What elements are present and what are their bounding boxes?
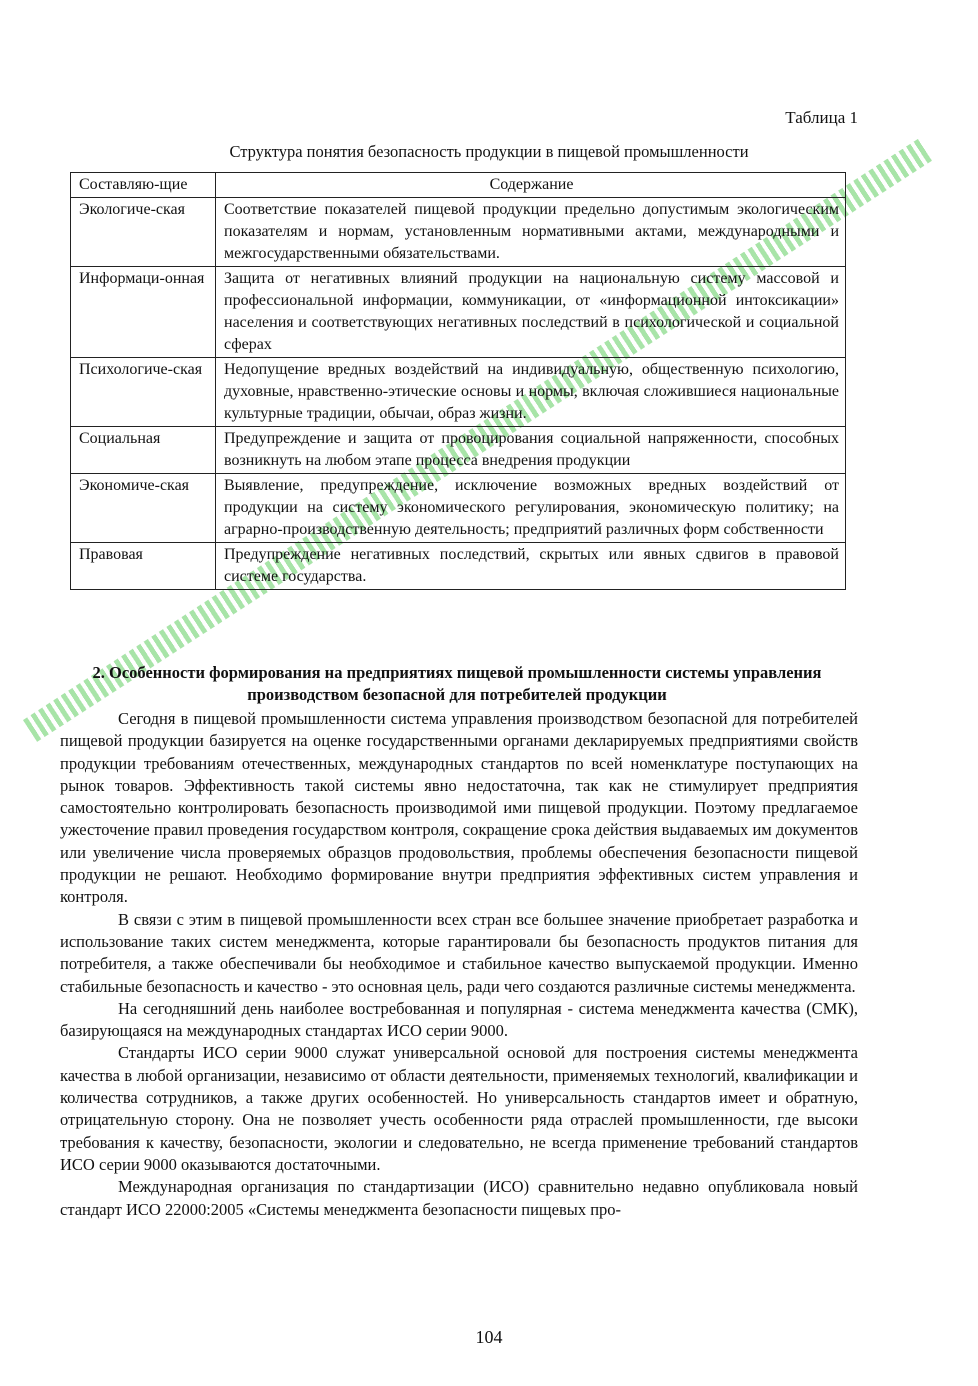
paragraph: На сегодняшний день наиболее востребованная и популярная - система менеджмента качества (СМК), базирующаяся на международных стандартах ИСО серии 9000. [60, 998, 858, 1041]
header-components: Составляю-щие [71, 173, 216, 198]
row-component: Экологиче-ская [71, 198, 216, 267]
header-content: Содержание [216, 173, 846, 198]
row-content: Соответствие показателей пищевой продукции предельно допустимым экологическим показателям и нормам, установленным нормативными актами, международными и межгосударственными обязательствами. [216, 198, 846, 267]
row-content: Предупреждение и защита от провоцирования социальной напряженности, способных возникнуть на любом этапе процесса внедрения продукции [216, 427, 846, 474]
table-caption: Структура понятия безопасность продукции в пищевой промышленности [229, 142, 749, 161]
table-row [71, 358, 846, 427]
section-title: 2. Особенности формирования на предприятиях пищевой промышленности системы управления производством безопасной для потребителей продукции [92, 663, 822, 704]
table-row [71, 267, 846, 358]
row-component: Психологиче-ская [71, 358, 216, 427]
body-text [60, 708, 858, 1221]
page-number: 104 [475, 1327, 503, 1347]
row-component: Правовая [71, 543, 216, 590]
row-component: Экономиче-ская [71, 474, 216, 543]
table-row [71, 474, 846, 543]
paragraph: Международная организация по стандартизации (ИСО) сравнительно недавно опубликовала новый стандарт ИСО 22000:2005 «Системы менеджмента безопасности пищевых про- [60, 1177, 858, 1219]
table-row [71, 427, 846, 474]
table-row [71, 198, 846, 267]
table-row [71, 543, 846, 590]
row-component: Информаци-онная [71, 267, 216, 358]
structure-table [70, 172, 846, 590]
paragraph: В связи с этим в пищевой промышленности всех стран все большее значение приобретает разработка и использование таких систем менеджмента, которые гарантировали бы безопасность продуктов питания для потребителя, а также обеспечивали бы необходимое и стабильное качество выпускаемой продукции. Именно стабильные безопасность и качество - это основная цель, ради чего создаются различные системы менеджмента. [60, 909, 858, 996]
row-component: Социальная [71, 427, 216, 474]
row-content: Недопущение вредных воздействий на индивидуальную, общественную психологию, духовные, нравственно-этические основы и нормы, включая сложившиеся национальные культурные традиции, обычаи, образ жизни. [216, 358, 846, 427]
table-header-row [71, 173, 846, 198]
table-number: Таблица 1 [785, 108, 858, 127]
paragraph: Сегодня в пищевой промышленности система управления производством безопасной для потребителей пищевой продукции базируется на оценке государственными органами декларируемых предприятиями свойств продукции требованиям отечественных, международных стандартов по всей номенклатуре поступающих на рынок товаров. Эффективность такой системы явно недостаточна, так как не стимулирует предприятия самостоятельно контролировать безопасность производимой ими пищевой продукции. Поэтому предлагаемое ужесточение правил проведения государством контроля, сокращение срока действия выдаваемых им документов или увеличение числа проверяемых образцов продовольствия, проблемы обеспечения безопасности пищевой продукции не решают. Необходимо формирование внутри предприятия эффективных систем управления и контроля. [60, 709, 858, 907]
paragraph: Стандарты ИСО серии 9000 служат универсальной основой для построения системы менеджмента качества в любой организации, независимо от области деятельности, применяемых технологий, квалификации и количества сотрудников, а также других особенностей. Но универсальность стандартов имеет и обратную, отрицательную сторону. Она не позволяет учесть особенности ряда отраслей промышленности, где высоки требования к качеству, безопасности, экологии и следовательно, не всегда применение требований стандартов ИСО серии 9000 оказываются достаточными. [60, 1043, 858, 1174]
row-content: Выявление, предупреждение, исключение возможных вредных воздействий от продукции на систему экономического регулирования, экономическую политику; на аграрно-производственную деятельность; предприятий различных форм собственности [216, 474, 846, 543]
row-content: Предупреждение негативных последствий, скрытых или явных сдвигов в правовой системе государства. [216, 543, 846, 590]
row-content: Защита от негативных влияний продукции на национальную систему массовой и профессиональной информации, коммуникации, от «информационной интоксикации» населения и соответствующих негативных последствий в психологической и социальной сферах [216, 267, 846, 358]
